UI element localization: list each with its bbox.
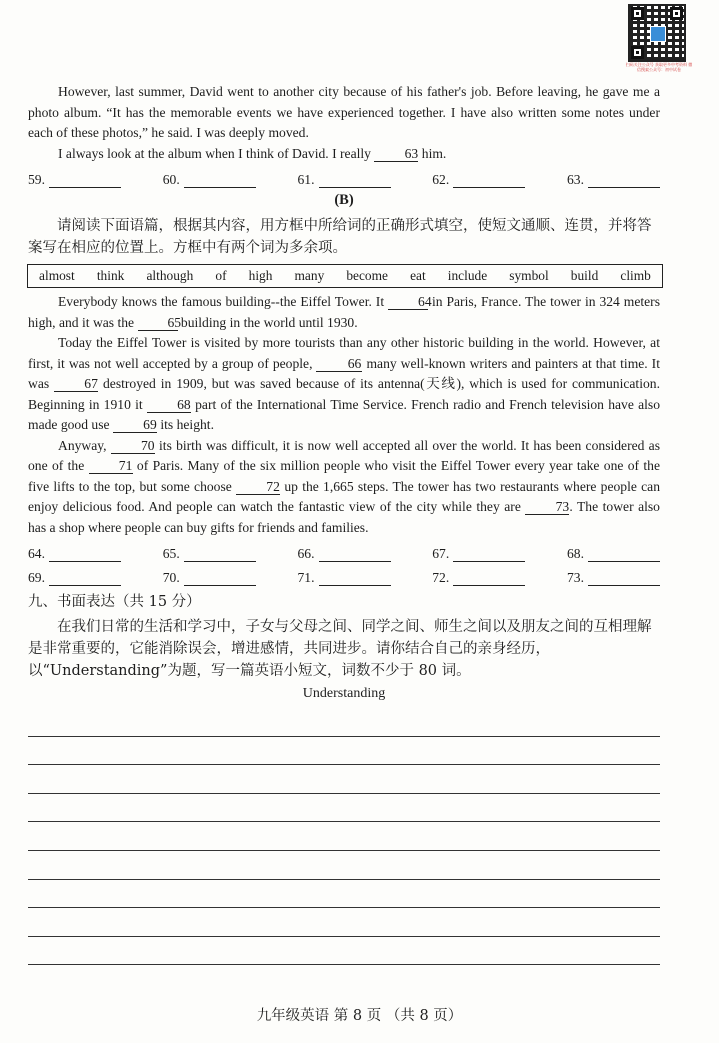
answer-slot[interactable]: 68. — [567, 546, 660, 562]
word-bank-item: climb — [620, 268, 651, 283]
answer-slot[interactable]: 60. — [163, 172, 256, 188]
qr-caption: 扫码关注公众号 获取更多中考资料 微信搜索公众号：初中试卷 — [625, 62, 693, 72]
section-9-instruction: 在我们日常的生活和学习中，子女与父母之间、同学之间、师生之间以及朋友之间的互相理解是非常重要的，它能消除误会，增进感情，共同进步。请你结合自己的亲身经历，以“Understanding”为题，写一篇英语小短文，词数不少于 80 词。 — [28, 619, 652, 679]
answer-row-b1 — [28, 538, 660, 562]
blank-73[interactable]: 73 — [525, 499, 569, 515]
blank-71[interactable]: 71 — [89, 458, 133, 474]
section-9-heading: 九、书面表达（共 15 分） — [28, 594, 201, 610]
answer-slot[interactable]: 70. — [163, 570, 256, 586]
word-bank-item: build — [570, 268, 599, 283]
blank-64[interactable]: 64 — [388, 294, 428, 310]
writing-line[interactable] — [28, 937, 660, 966]
passage-a-paragraph-last: I always look at the album when I think of David. I really 63 him. — [58, 145, 447, 161]
writing-line[interactable] — [28, 737, 660, 766]
passage-b-paragraph-2: Today the Eiffel Tower is visited by more tourists than any other historic building in the world. However, at first, it was not well accepted by a group of people, 66 many well-known writers and painters at that time. It was 67 destroyed in 1909, but was saved because of its antenna(天线), which is used for communication. Beginning in 1910 it 68 part of the International Time Service. French radio and French television have also made good use 69 its height. — [28, 335, 660, 432]
answer-row-b2 — [28, 562, 660, 586]
blank-67[interactable]: 67 — [54, 376, 98, 392]
answer-slot[interactable]: 69. — [28, 570, 121, 586]
answer-slot[interactable]: 59. — [28, 172, 121, 188]
section-b-label: (B) — [334, 192, 354, 208]
blank-66[interactable]: 66 — [316, 356, 362, 372]
word-bank-item: include — [447, 268, 488, 283]
word-bank-item: although — [146, 268, 194, 283]
word-bank-item: many — [294, 268, 325, 283]
qr-logo-icon — [650, 26, 666, 42]
blank-63[interactable]: 63 — [374, 146, 418, 162]
word-bank-item: almost — [39, 268, 75, 283]
answer-slot[interactable]: 61. — [298, 172, 391, 188]
word-bank-item: of — [215, 268, 227, 283]
answer-slot[interactable]: 65. — [163, 546, 256, 562]
word-bank-item: eat — [410, 268, 426, 283]
writing-line[interactable] — [28, 708, 660, 737]
passage-a-paragraph: However, last summer, David went to another city because of his father's job. Before leaving, he gave me a photo album. “It has the memorable events we have experienced together. I have also written some notes under each of these photos,” he said. I was deeply moved. — [28, 84, 660, 140]
word-bank-item: become — [346, 268, 388, 283]
writing-line[interactable] — [28, 880, 660, 909]
blank-70[interactable]: 70 — [111, 438, 155, 454]
word-bank-item: symbol — [509, 268, 549, 283]
blank-65[interactable]: 65 — [138, 315, 178, 331]
writing-line[interactable] — [28, 822, 660, 851]
writing-line[interactable] — [28, 794, 660, 823]
word-bank-item: high — [248, 268, 273, 283]
passage-b-paragraph-1: Everybody knows the famous building--the Eiffel Tower. It 64 in Paris, France. The tower in 324 meters high, and it was the 65 building in the world until 1930. — [28, 294, 660, 330]
blank-68[interactable]: 68 — [147, 397, 191, 413]
page-content — [28, 82, 660, 965]
section-b-instruction: 请阅读下面语篇，根据其内容，用方框中所给词的正确形式填空，使短文通顺、连贯，并将答案写在相应的位置上。方框中有两个词为多余项。 — [28, 218, 652, 256]
answer-slot[interactable]: 73. — [567, 570, 660, 586]
blank-72[interactable]: 72 — [236, 479, 280, 495]
blank-69[interactable]: 69 — [113, 417, 157, 433]
essay-title: Understanding — [302, 686, 386, 701]
word-bank — [27, 264, 663, 288]
page-footer: 九年级英语 第 8 页 （共 8 页） — [256, 1008, 463, 1024]
answer-slot[interactable]: 64. — [28, 546, 121, 562]
answer-slot[interactable]: 63. — [567, 172, 660, 188]
answer-slot[interactable]: 71. — [298, 570, 391, 586]
answer-slot[interactable]: 62. — [432, 172, 525, 188]
writing-line[interactable] — [28, 908, 660, 937]
answer-slot[interactable]: 67. — [432, 546, 525, 562]
answer-row-a — [28, 164, 660, 188]
writing-line[interactable] — [28, 765, 660, 794]
answer-slot[interactable]: 66. — [298, 546, 391, 562]
passage-b-paragraph-3: Anyway, 70 its birth was difficult, it is now well accepted all over the world. It has been considered as one of the 71 of Paris. Many of the six million people who visit the Eiffel Tower every year take one of the five lifts to the top, but some choose 72 up the 1,665 steps. The tower has two restaurants where people can enjoy delicious food. And people can watch the fantastic view of the city while they are 73. The tower also has a shop where people can buy gifts for friends and families. — [28, 437, 661, 535]
writing-area[interactable] — [28, 708, 660, 965]
answer-slot[interactable]: 72. — [432, 570, 525, 586]
writing-line[interactable] — [28, 851, 660, 880]
qr-code — [630, 6, 684, 60]
word-bank-item: think — [96, 268, 125, 283]
